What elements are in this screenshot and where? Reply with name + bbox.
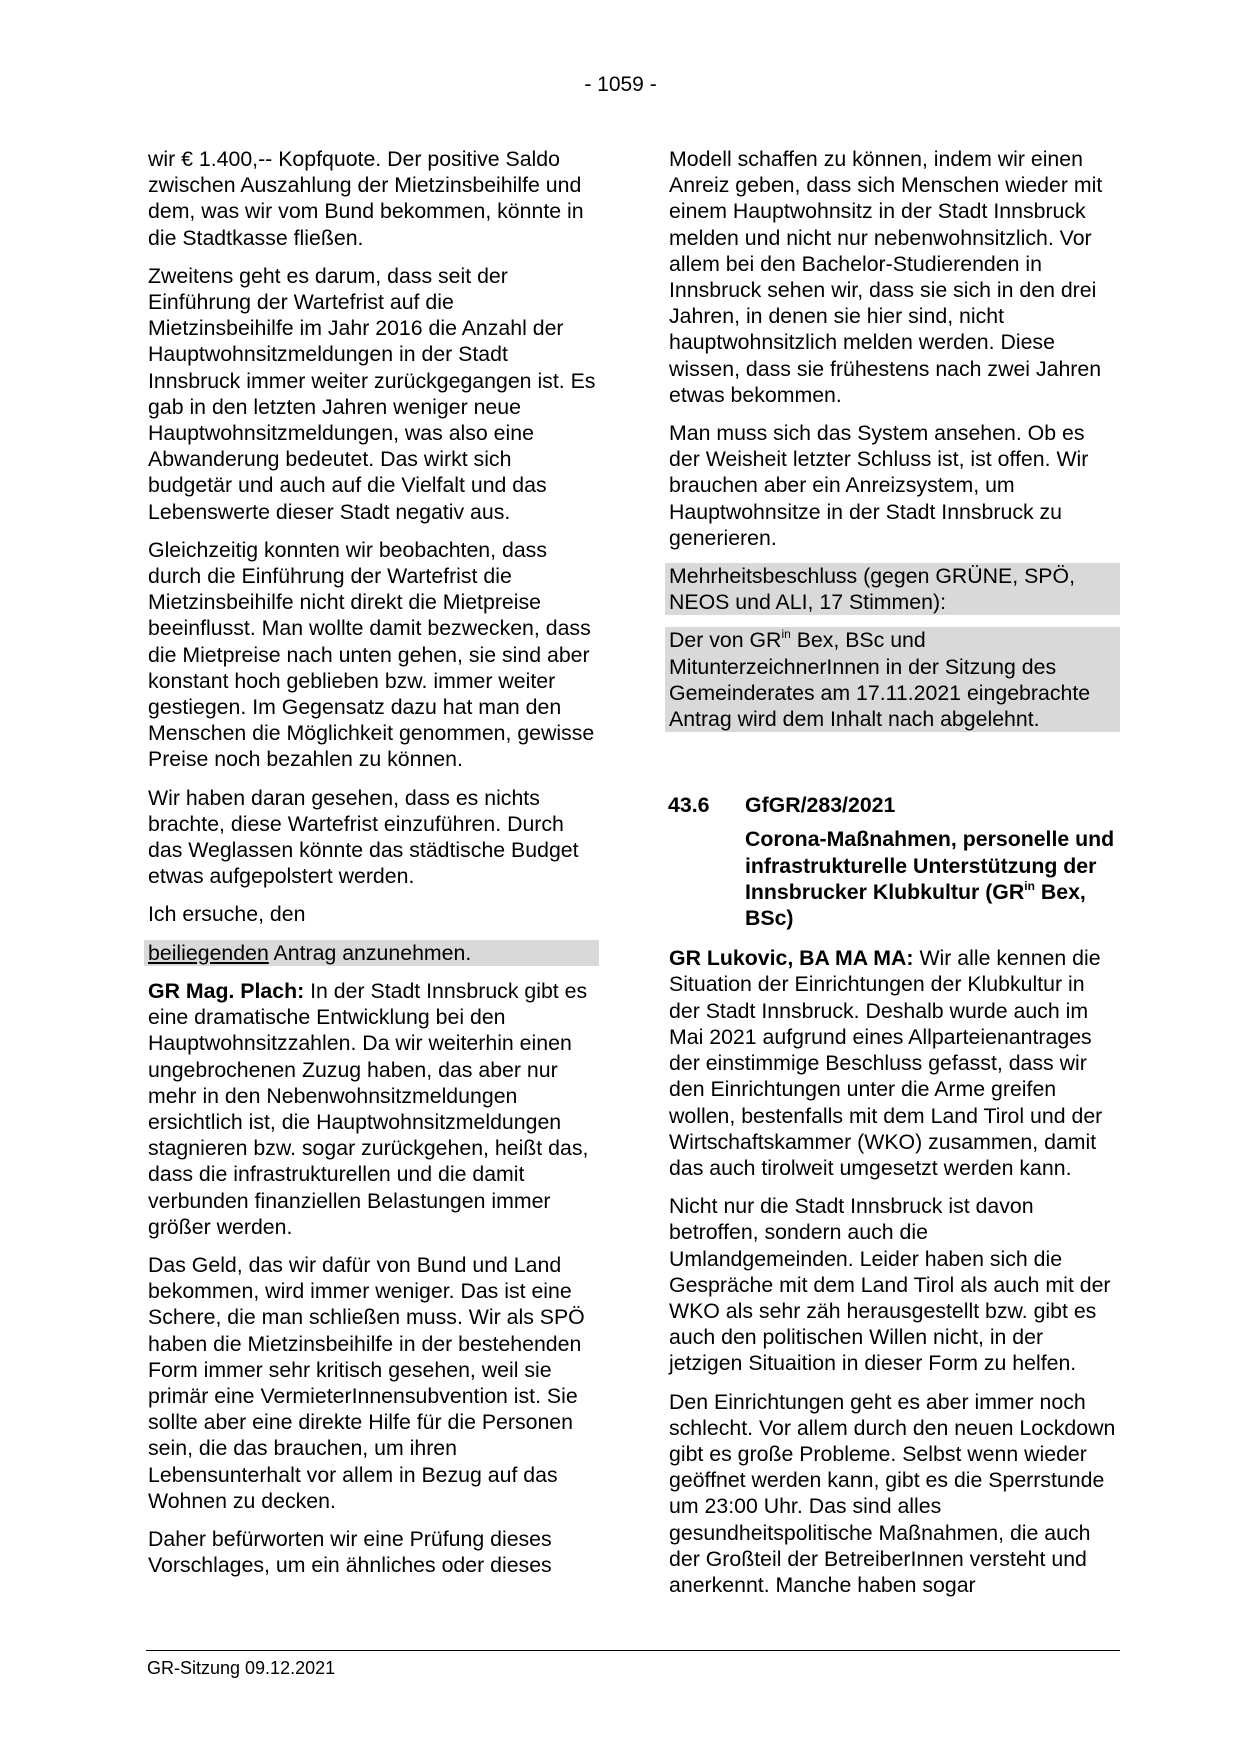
speech-paragraph [147, 978, 599, 1240]
decision-text: Der von $GR^{in}$ Bex, BSc und MitunterzeichnerInnen in der Sitzung des Gemeinderates am 17.11.2021 eingebrachte Antrag wird dem Inhalt nach abgelehnt. [665, 627, 1120, 732]
motion-request-text: Antrag anzunehmen. [268, 940, 472, 965]
paragraph: wir € 1.400,-- Kopfquote. Der positive Saldo zwischen Auszahlung der Mietzinsbeihilfe und dem, was wir vom Bund bekommen, könnte in die Stadtkasse fließen. [148, 147, 584, 250]
speaker-name: GR Mag. Plach: [148, 978, 305, 1003]
speaker-name: GR Lukovic, BA MA MA: [669, 946, 914, 971]
paragraph: Zweitens geht es darum, dass seit der Einführung der Wartefrist auf die Mietzinsbeihilfe im Jahr 2016 die Anzahl der Hauptwohnsitzmeldungen in der Stadt Innsbruck immer weiter zurückgegangen ist. Es gab in den letzten Jahren weniger neue Hauptwohnsitzmeldungen, was also eine Abwanderung bedeutet. Das wirkt sich budgetär und auch auf die Vielfalt und das Lebenswerte dieser Stadt negativ aus. [148, 263, 596, 524]
paragraph: Nicht nur die Stadt Innsbruck ist davon betroffen, sondern auch die Umlandgemeinden. Leider haben sich die Gespräche mit dem Land Tirol als auch mit der WKO als sehr zäh herausgestellt bzw. gibt es auch den politischen Willen nicht, in der jetzigen Situaition in dieser Form zu helfen. [669, 1194, 1111, 1376]
motion-request [144, 940, 599, 966]
paragraph: Gleichzeitig konnten wir beobachten, dass durch die Einführung der Wartefrist die Mietzinsbeihilfe nicht direkt die Mietpreise beeinflusst. Man wollte damit bezwecken, dass die Mietpreise nach unten gehen, sie sind aber konstant hoch geblieben bzw. immer weiter gestiegen. Im Gegensatz dazu hat man den Menschen die Möglichkeit genommen, gewisse Preise noch bezahlen zu können. [148, 537, 595, 772]
footer-session-date: GR-Sitzung 09.12.2021 [147, 1658, 336, 1678]
paragraph: Daher befürworten wir eine Prüfung dieses Vorschlages, um ein ähnliches oder dieses [148, 1526, 552, 1578]
agenda-item-header [668, 792, 1120, 818]
paragraph: Das Geld, das wir dafür von Bund und Land bekommen, wird immer weniger. Das ist eine Schere, die man schließen muss. Wir als SPÖ haben die Mietzinsbeihilfe in der bestehenden Form immer sehr kritisch gesehen, weil sie primär eine VermieterInnensubvention ist. Sie sollte aber eine direkte Hilfe für die Personen sein, die das brauchen, um ihren Lebensunterhalt vor allem in Bezug auf das Wohnen zu decken. [148, 1252, 585, 1513]
agenda-item-reference: GfGR/283/2021 [745, 793, 896, 818]
paragraph: Man muss sich das System ansehen. Ob es der Weisheit letzter Schluss ist, ist offen. Wir brauchen aber ein Anreizsystem, um Hauptwohnsitze in der Stadt Innsbruck zu generieren. [669, 421, 1089, 550]
left-column [147, 146, 599, 1590]
right-column [668, 146, 1120, 1610]
paragraph: Modell schaffen zu können, indem wir einen Anreiz geben, dass sich Menschen wieder mit einem Hauptwohnsitz in der Stadt Innsbruck melden und nicht nur nebenwohnsitzlich. Vor allem bei den Bachelor-Studierenden in Innsbruck sehen wir, dass sie sich in den drei Jahren, in denen sie hier sind, nicht hauptwohnsitzlich melden werden. Diese wissen, dass sie frühestens nach zwei Jahren etwas bekommen. [669, 147, 1103, 407]
paragraph: Den Einrichtungen geht es aber immer noch schlecht. Vor allem durch den neuen Lockdown gibt es große Probleme. Selbst wenn wieder geöffnet werden kann, gibt es die Sperrstunde um 23:00 Uhr. Das sind alles gesundheitspolitische Maßnahmen, die auch der Großteil der BetreiberInnen versteht und anerkennt. Manche haben sogar [669, 1389, 1116, 1597]
footer-divider [146, 1650, 1120, 1651]
agenda-item-title: Corona-Maßnahmen, personelle und infrastrukturelle Unterstützung der Innsbrucker Klubkultur ($GR^{in}$ Bex, BSc) [745, 827, 1115, 931]
decision-majority: Mehrheitsbeschluss (gegen GRÜNE, SPÖ, NEOS und ALI, 17 Stimmen): [665, 563, 1120, 615]
page-number: - 1059 - [584, 73, 657, 96]
speech-text: In der Stadt Innsbruck gibt es eine dramatische Entwicklung bei den Hauptwohnsitzzahlen. Da wir weiterhin einen ungebrochenen Zuzug haben, das aber nur mehr in den Nebenwohnsitzmeldungen ersichtlich ist, die Hauptwohnsitzmeldungen stagnieren bzw. sogar zurückgehen, heißt das, dass die infrastrukturellen und die damit verbunden finanziellen Belastungen immer größer werden. [148, 978, 589, 1239]
paragraph: Wir haben daran gesehen, dass es nichts brachte, diese Wartefrist einzuführen. Durch das Weglassen könnte das städtische Budget etwas aufgepolstert werden. [148, 785, 579, 889]
attachment-link[interactable]: beiliegenden [148, 940, 269, 965]
section-spacer [668, 744, 1120, 792]
paragraph: Ich ersuche, den [148, 902, 306, 927]
agenda-item-number: 43.6 [668, 793, 710, 818]
speech-paragraph [668, 945, 1120, 1181]
speech-text: Wir alle kennen die Situation der Einrichtungen der Klubkultur in der Stadt Innsbruck. Deshalb wurde auch im Mai 2021 aufgrund eines Allparteienantrages der einstimmige Beschluss gefasst, dass wir den Einrichtungen unter die Arme greifen wollen, bestenfalls mit dem Land Tirol und der Wirtschaftskammer (WKO) zusammen, damit das auch tirolweit umgesetzt werden kann. [669, 946, 1103, 1180]
